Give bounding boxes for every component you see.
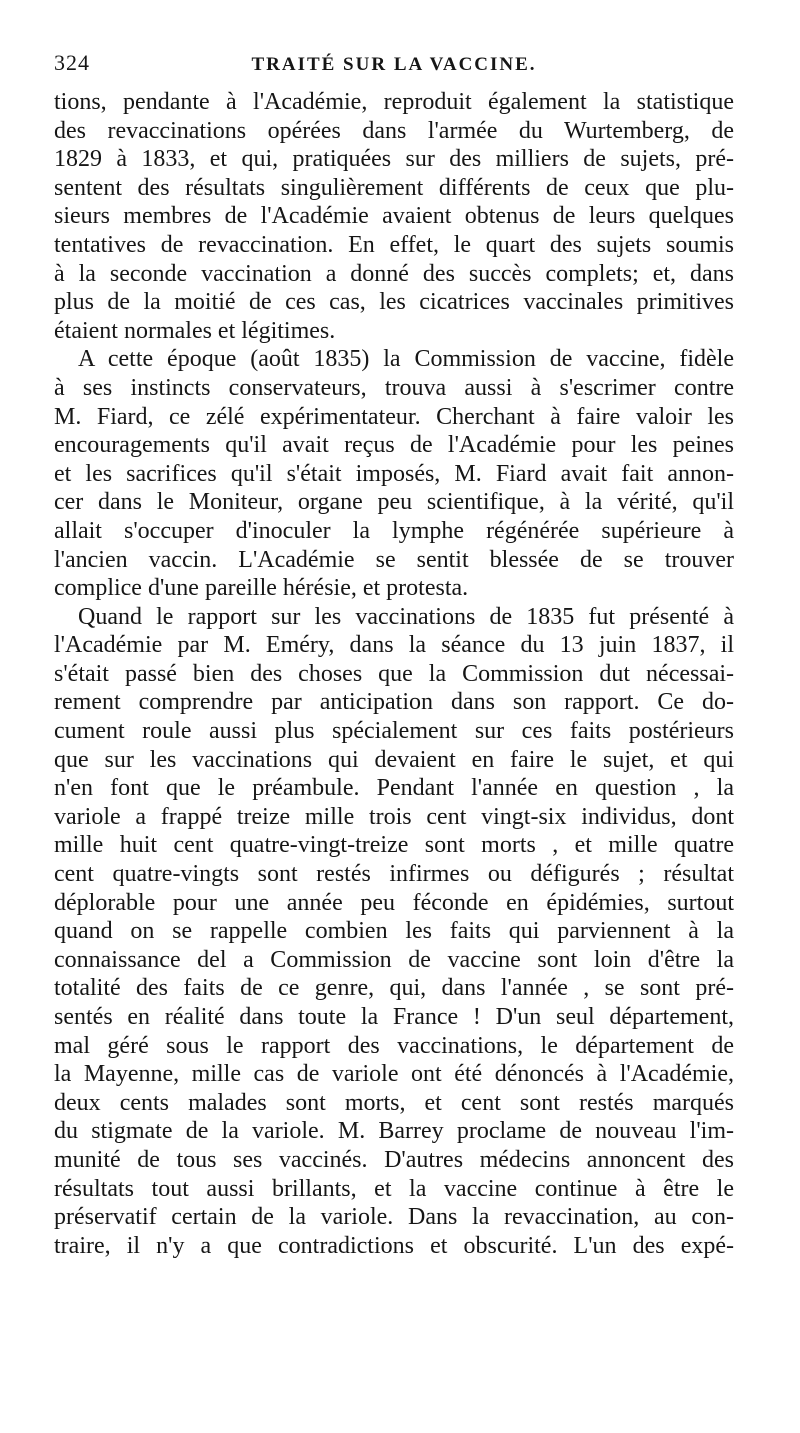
body-text [54,88,734,1260]
running-title: TRAITÉ SUR LA VACCINE. [251,54,537,75]
text-line: encouragements qu'il avait reçus de l'Académie pour les peines [54,432,734,459]
text-line: tions, pendante à l'Académie, reproduit également la statistique [54,89,734,115]
text-line: et les sacrifices qu'il s'était imposés, M. Fiard avait fait annon- [54,460,734,487]
page-header [54,50,734,86]
text-line: que sur les vaccinations qui devaient en faire le sujet, et qui [54,746,734,773]
text-line: la Mayenne, mille cas de variole ont été dénoncés à l'Académie, [54,1061,734,1088]
text-line: des revaccinations opérées dans l'armée du Wurtemberg, de [54,117,734,144]
text-line: variole a frappé treize mille trois cent vingt-six individus, dont [54,803,734,830]
text-line: Quand le rapport sur les vaccinations de 1835 fut présenté à [78,603,734,630]
text-line: complice d'une pareille hérésie, et protesta. [54,575,469,602]
page-number: 324 [54,50,90,75]
text-line: s'était passé bien des choses que la Commission dut nécessai- [54,660,734,687]
text-line: résultats tout aussi brillants, et la vaccine continue à être le [54,1175,734,1202]
text-line: mille huit cent quatre-vingt-treize sont morts , et mille quatre [54,832,734,859]
text-line: cer dans le Moniteur, organe peu scientifique, à la vérité, qu'il [54,489,734,516]
text-line: traire, il n'y a que contradictions et obscurité. L'un des expé- [54,1232,734,1259]
text-line: à la seconde vaccination a donné des succès complets; et, dans [54,260,734,287]
text-line: allait s'occuper d'inoculer la lymphe régénérée supérieure à [54,517,734,544]
text-line: préservatif certain de la variole. Dans la revaccination, au con- [54,1204,734,1231]
text-line: cent quatre-vingts sont restés infirmes ou défigurés ; résultat [54,861,734,888]
text-line: 1829 à 1833, et qui, pratiquées sur des milliers de sujets, pré- [54,146,734,173]
text-line: sieurs membres de l'Académie avaient obtenus de leurs quelques [54,203,734,230]
text-line: cument roule aussi plus spécialement sur ces faits postérieurs [54,718,734,745]
text-line: l'Académie par M. Eméry, dans la séance du 13 juin 1837, il [54,632,734,659]
text-line: connaissance del a Commission de vaccine sont loin d'être la [54,946,734,973]
text-line: à ses instincts conservateurs, trouva aussi à s'escrimer contre [54,374,734,401]
text-line: deux cents malades sont morts, et cent sont restés marqués [54,1089,734,1116]
text-line: totalité des faits de ce genre, qui, dans l'année , se sont pré- [54,975,734,1002]
text-line: A cette époque (août 1835) la Commission de vaccine, fidèle [78,346,734,373]
text-line: sentés en réalité dans toute la France ! D'un seul département, [54,1004,734,1030]
text-line: du stigmate de la variole. M. Barrey proclame de nouveau l'im- [54,1118,734,1145]
text-line: quand on se rappelle combien les faits qui parviennent à la [54,918,734,945]
text-line: n'en font que le préambule. Pendant l'année en question , la [54,775,734,802]
text-line: mal géré sous le rapport des vaccinations, le département de [54,1032,734,1059]
text-line: étaient normales et légitimes. [54,317,336,344]
text-line: déplorable pour une année peu féconde en épidémies, surtout [54,889,734,916]
text-line: l'ancien vaccin. L'Académie se sentit blessée de se trouver [54,546,734,573]
text-line: M. Fiard, ce zélé expérimentateur. Cherchant à faire valoir les [54,403,734,430]
text-line: munité de tous ses vaccinés. D'autres médecins annoncent des [54,1146,734,1173]
text-line: tentatives de revaccination. En effet, le quart des sujets soumis [54,231,734,258]
text-line: plus de la moitié de ces cas, les cicatrices vaccinales primitives [54,289,734,316]
text-line: sentent des résultats singulièrement différents de ceux que plu- [54,174,734,201]
text-line: rement comprendre par anticipation dans son rapport. Ce do- [54,689,734,716]
